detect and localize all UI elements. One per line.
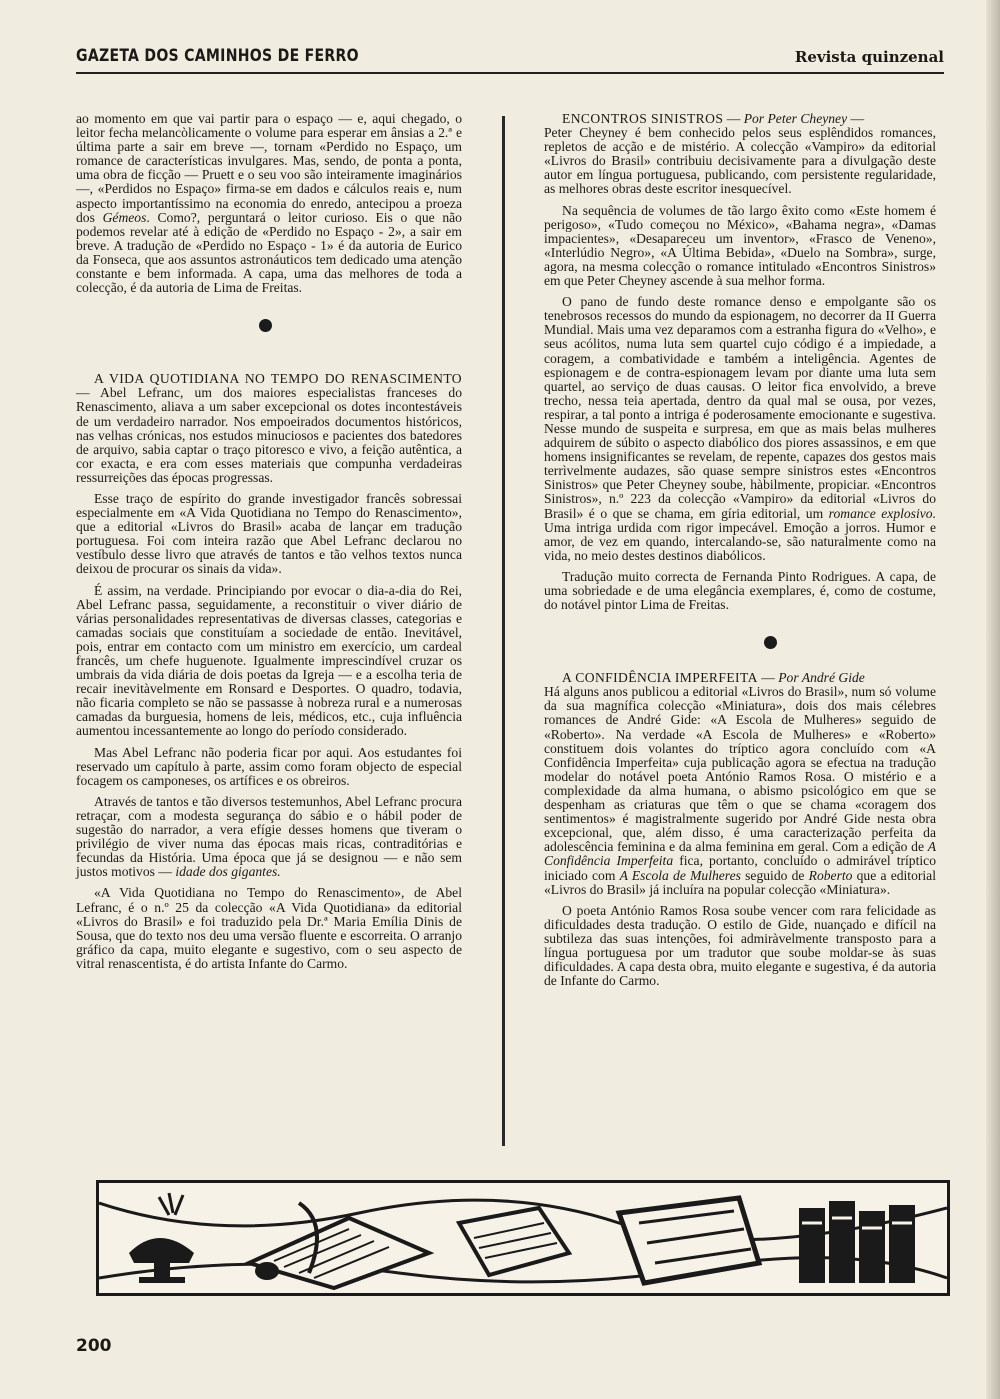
page-number: 200 — [76, 1336, 112, 1356]
article-encontros-heading: ENCONTROS SINISTROS — Por Peter Cheyney — — [562, 111, 865, 126]
article-renascimento-p2: Esse traço de espírito do grande investigador francês sobressai especialmente em «A Vida Quotidiana no Tempo do Renascimento», que a editorial «Livros do Brasil» acaba de lançar em tradução portuguesa. Foi com inteira razão que Abel Lefranc declarou no vestíbulo desse livro que através de tantos e tão velhos textos nunca deixou de procurar os sinais da vida». — [76, 490, 462, 577]
article-confidencia-p1 — [544, 685, 936, 896]
article-encontros-p1: Peter Cheyney é bem conhecido pelos seus esplêndidos romances, repletos de acção e de mistério. A colecção «Vampiro» da editorial «Livros do Brasil» contribuiu decisivamente para a divulgação deste autor em língua portuguesa, publicando, com persistente regularidade, as melhores obras deste escritor inesquecível. — [544, 125, 936, 197]
article-renascimento-title: A VIDA QUOTIDIANA NO TEMPO DO RENASCIMENTO — [94, 371, 462, 387]
article-encontros-title: ENCONTROS SINISTROS — [562, 111, 724, 126]
page-header — [76, 40, 944, 74]
continuation-paragraph — [76, 112, 462, 295]
right-column — [544, 112, 936, 995]
book-title-confidencia: A Confidência Imperfeita — [544, 839, 936, 869]
article-confidencia-p1d: que a editorial «Livros do Brasil» já incluíra na popular colecção «Miniatura». — [544, 867, 936, 897]
article-confidencia-p1b: fica, portanto, concluído o admirável tríptico iniciado com — [544, 853, 936, 883]
idade-dos-gigantes: idade dos gigantes. — [175, 864, 281, 880]
page-edge-shadow — [986, 0, 1000, 1399]
romance-explosivo: romance explosivo. — [828, 505, 936, 521]
article-encontros-p2: Na sequência de volumes de tão largo êxito como «Este homem é perigoso», «Tudo começou no México», «Bahama negra», «Damas impacientes», «Desapareceu um inventor», «Frasco de Veneno», «Interlúdio Negro», «A Última Bebida», «Duelo na Sombra», surge, agora, na mesma colecção o romance intitulado «Encontros Sinistros» em que Peter Cheyney ascende à sua melhor forma. — [544, 202, 936, 289]
left-column — [76, 112, 462, 978]
books-and-quill-woodcut — [96, 1180, 950, 1296]
article-encontros-p3 — [544, 295, 936, 563]
column-divider — [502, 116, 505, 1146]
issue-label: Revista quinzenal — [794, 48, 944, 66]
article-confidencia-p2: O poeta António Ramos Rosa soube vencer com rara felicidade as dificuldades desta tradução. O estilo de Gide, nuançado e difícil na subtileza das suas intenções, foi admiràvelmente transposto para a língua portuguesa por um tradutor que soube moldar-se às suas dificuldades. A capa desta obra, muito elegante e sugestiva, é da autoria de Infante do Carmo. — [544, 902, 936, 989]
journal-title: GAZETA DOS CAMINHOS DE FERRO — [76, 46, 359, 66]
continuation-text: ao momento em que vai partir para o espaço — e, aqui chegado, o leitor fecha melancòlicamente o volume para esperar em ânsias a 2.ª e última parte a sair em breve —, tornam «Perdido no Espaço, um romance de características invulgares. Mas, sendo, de ponta a ponta, uma obra de ficção — Pruett e o seu voo são inteiramente imaginários —, «Perdidos no Espaço» firma-se em dados e cálculos reais e, num aspecto importantíssimo na economia do enredo, antecipou a proeza dos — [76, 111, 462, 225]
continuation-end-text: . Como?, perguntará o leitor curioso. Eis o que não podemos revelar até à edição de «Perdido no Espaço - 2», a sair em breve. A tradução de «Perdido no Espaço - 1» é da autoria de Eurico da Fonseca, que aos assuntos astronáuticos tem dedicado uma atenção constante e bem informada. A capa, uma das melhores de toda a colecção, é da autoria de Lima de Freitas. — [76, 209, 462, 296]
article-renascimento-p4: Mas Abel Lefranc não poderia ficar por aqui. Aos estudantes foi reservado um capítulo à parte, assim como foram objecto de especial focagem os camponeses, os artífices e os obreiros. — [76, 744, 462, 788]
bullet-icon — [764, 636, 777, 649]
article-renascimento-p3: É assim, na verdade. Principiando por evocar o dia-a-dia do Rei, Abel Lefranc passa, seguidamente, a reconstituir o viver diário de várias personalidades representativas de diversas classes, categorias e camadas sociais que constituíam a sociedade de então. Inevitável, pois, entrar em contacto com um ministro em exercício, um cardeal francês, um chefe huguenote. Igualmente imprescindível cruzar os umbrais da vida diária de dois poetas da Igreja — e a escolha teria de recair inevitàvelmente em Ronsard e Desportes. O quadro, todavia, não ficaria completo se não se passasse à nobreza rural e a numerosas camadas da burguesia, homens de leis, médicos, etc., cuja influência aumentou incessantemente ao longo do período considerado. — [76, 582, 462, 739]
article-confidencia-heading: A CONFIDÊNCIA IMPERFEITA — Por André Gide — [562, 670, 865, 686]
article-renascimento-intro — [76, 372, 462, 485]
article-confidencia-p1a: Há alguns anos publicou a editorial «Livros do Brasil», num só volume da sua magnífica colecção «Miniatura», dois dos mais célebres romances de André Gide: «A Escola de Mulheres» seguido de «Roberto». Na verdade «A Escola de Mulheres» e «Roberto» constituem dois volantes do tríptico agora concluído com «A Confidência Imperfeita» cuja publicação agora se efectua na tradução modelar do notável poeta António Ramos Rosa. O mistério e a complexidade da alma humana, o abismo psicológico em que se despenham as criaturas que têm o que se chama «coragem dos sentimentos» é magistralmente sugerido por André Gide nesta obra excepcional, que, além disso, é uma caracterização perfeita da adolescência feminina e da alma feminina em geral. Com a edição de — [544, 684, 936, 855]
gemeos-title: Gémeos — [102, 209, 147, 225]
article-encontros-byline: Por Peter Cheyney — [743, 111, 848, 126]
article-confidencia-byline: Por André Gide — [778, 670, 865, 686]
section-spacer — [76, 354, 462, 372]
book-title-roberto: Roberto — [808, 867, 853, 883]
article-encontros-p3-end: Uma intriga urdida com rigor impecável. Emoção a jorros. Humor e amor, de vez em quando, intercalando-se, são naturalmente como na vida, no meio destes destinos diabólicos. — [544, 519, 936, 563]
article-encontros-p3-text: O pano de fundo deste romance denso e empolgante são os tenebrosos recessos do mundo da espionagem, no decorrer da II Guerra Mundial. Mais uma vez deparamos com a estranha figura do «Velho», e seus acólitos, numa luta sem quartel cujo código é a impiedade, a coragem, a combatividade e também a inteligência. Agentes de espionagem e de contra-espionagem levam por diante uma luta sem quartel, ao serviço de duas causas. O leitor fica envolvido, a breve trecho, nessa teia apertada, dentro da qual mal se ousa, por vezes, respirar, a tal ponto a intriga é poderosamente emocionante e sugestiva. Nesse mundo de suspeita e surpresa, em que as mais belas mulheres adquirem de súbito o aspecto diabólico dos piores assassinos, e em que homens insignificantes se revelam, de repente, capazes dos gestos mais terrìvelmente audazes, são quase sempre sinistros estes «Encontros Sinistros» que Peter Cheyney soube, hàbilmente, propiciar. «Encontros Sinistros», n.º 223 da colecção «Vampiro» da editorial «Livros do Brasil» é o que se chama, em gíria editorial, um — [544, 294, 936, 521]
woodcut-illustration — [99, 1183, 947, 1293]
article-renascimento-p5-text: Através de tantos e tão diversos testemunhos, Abel Lefranc procura retraçar, com a modesta segurança do sábio e o hábil poder de sugestão do narrador, a vera efígie desses homens que tiveram o privilégio de viver numa das épocas mais ricas, contraditórias e fecundas da História. Uma época que já se designou — e não sem justos motivos — — [76, 793, 462, 880]
article-encontros-p4: Tradução muito correcta de Fernanda Pinto Rodrigues. A capa, de uma sobriedade e de uma elegância exemplares, é, como de costume, do notável pintor Lima de Freitas. — [544, 568, 936, 613]
article-renascimento-p1: — Abel Lefranc, um dos maiores especialistas franceses do Renascimento, aliava a um saber excepcional os dotes incontestáveis de um verdadeiro narrador. Nos empoeirados documentos históricos, nas velhas crónicas, nos estudos minuciosos e pacientes dos batedores de arquivo, sabia captar o traço pitoresco e vivo, a feição autêntica, a cor exacta, e era com esses materiais que compunha verdadeiras ressurreições das épocas progressas. — [76, 385, 462, 485]
book-title-escola: A Escola de Mulheres — [619, 867, 741, 883]
article-renascimento-p6: «A Vida Quotidiana no Tempo do Renascimento», de Abel Lefranc, é o n.º 25 da colecção «A Vida Quotidiana» da editorial «Livros do Brasil» e foi traduzido pela Dr.ª Maria Emília Dinis de Sousa, que do texto nos deu uma versão fluente e escorreita. O arranjo gráfico da capa, muito elegante e sugestivo, com o seu aspecto de vitral renascentista, é do artista Infante do Carmo. — [76, 885, 462, 971]
article-renascimento-p5 — [76, 795, 462, 880]
bullet-icon — [259, 319, 272, 332]
article-confidencia-p1c: seguido de — [740, 867, 809, 883]
article-confidencia-title: A CONFIDÊNCIA IMPERFEITA — [562, 670, 758, 686]
